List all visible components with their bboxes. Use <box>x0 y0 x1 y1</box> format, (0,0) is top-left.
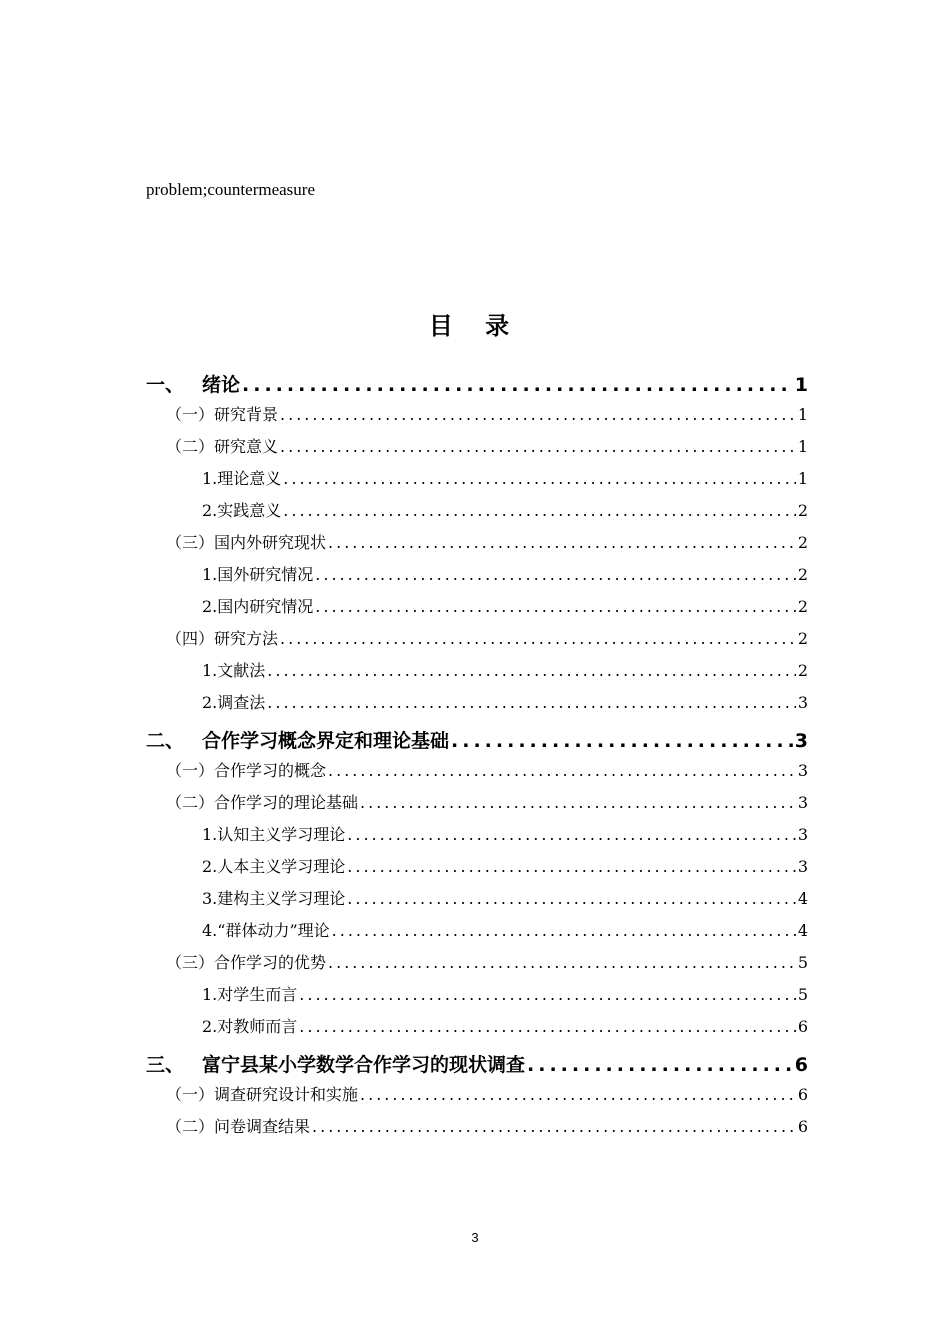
toc-page-number: 3 <box>797 825 808 844</box>
toc-entry-label: 2.对教师而言 <box>202 1017 298 1036</box>
toc-title: 目 录 <box>428 312 522 340</box>
toc-entry[interactable] <box>146 722 808 758</box>
toc-entry-label: （三）合作学习的优势 <box>166 953 327 972</box>
toc-chapter-number: 二、 <box>146 730 185 752</box>
toc-entry-label: 2.国内研究情况 <box>202 597 314 616</box>
toc-page-number: 6 <box>797 1117 808 1136</box>
toc-chapter-title: 富宁县某小学数学合作学习的现状调查 <box>202 1054 526 1076</box>
toc-entry-label: 1.认知主义学习理论 <box>202 825 346 844</box>
toc-entry[interactable] <box>146 1082 808 1114</box>
toc-leader-dots <box>328 953 796 972</box>
toc-chapter-number: 三、 <box>146 1054 185 1076</box>
toc-entry-label <box>146 1050 525 1077</box>
toc-entry-label: 1.对学生而言 <box>202 985 298 1004</box>
keywords-line: problem;countermeasure <box>146 180 315 199</box>
toc-entry[interactable] <box>146 402 808 434</box>
toc-leader-dots <box>283 501 796 520</box>
toc-entry-label: 4.“群体动力”理论 <box>202 921 330 940</box>
toc-page-number: 3 <box>797 693 808 712</box>
toc-entry[interactable] <box>146 822 808 854</box>
toc-entry[interactable] <box>146 854 808 886</box>
toc-page-number: 2 <box>797 501 808 520</box>
toc-chapter-number: 一、 <box>146 374 185 396</box>
toc-entry[interactable] <box>146 498 808 530</box>
toc-entry-label: （三）国内外研究现状 <box>166 533 327 552</box>
toc-leader-dots <box>267 693 796 712</box>
toc-chapter-title: 绪论 <box>202 374 241 396</box>
toc-leader-dots <box>283 469 796 488</box>
toc-page-number: 1 <box>794 374 808 396</box>
toc-leader-dots <box>242 374 793 396</box>
toc-page-number: 4 <box>797 921 808 940</box>
toc-entry[interactable] <box>146 886 808 918</box>
toc-entry[interactable] <box>146 530 808 562</box>
toc-leader-dots <box>328 761 796 780</box>
toc-entry-label: 1.国外研究情况 <box>202 565 314 584</box>
page-number: 3 <box>471 1230 479 1245</box>
toc-entry-label <box>146 370 240 397</box>
toc-entry[interactable] <box>146 950 808 982</box>
toc-leader-dots <box>280 405 796 424</box>
table-of-contents <box>146 366 808 1146</box>
toc-leader-dots <box>360 1085 796 1104</box>
toc-entry-label: （二）问卷调查结果 <box>166 1117 311 1136</box>
toc-leader-dots <box>312 1117 796 1136</box>
toc-page-number: 4 <box>797 889 808 908</box>
toc-entry-label: （一）调查研究设计和实施 <box>166 1085 359 1104</box>
toc-entry[interactable] <box>146 982 808 1014</box>
toc-page-number: 1 <box>797 469 808 488</box>
toc-page-number: 2 <box>797 629 808 648</box>
toc-page-number: 2 <box>797 597 808 616</box>
toc-entry[interactable] <box>146 790 808 822</box>
toc-entry-label: （二）研究意义 <box>166 437 279 456</box>
toc-page-number: 5 <box>797 953 808 972</box>
toc-leader-dots <box>527 1054 793 1076</box>
toc-page-number: 6 <box>797 1085 808 1104</box>
toc-entry[interactable] <box>146 758 808 790</box>
toc-leader-dots <box>280 629 796 648</box>
toc-entry-label: 1.理论意义 <box>202 469 282 488</box>
toc-entry[interactable] <box>146 1046 808 1082</box>
toc-page-number: 3 <box>797 793 808 812</box>
toc-page-number: 2 <box>797 533 808 552</box>
toc-page-number: 3 <box>797 761 808 780</box>
toc-entry[interactable] <box>146 690 808 722</box>
toc-page-number: 3 <box>794 730 808 752</box>
toc-entry-label: （一）研究背景 <box>166 405 279 424</box>
toc-entry-label: （一）合作学习的概念 <box>166 761 327 780</box>
toc-leader-dots <box>267 661 796 680</box>
toc-entry[interactable] <box>146 466 808 498</box>
toc-leader-dots <box>347 889 796 908</box>
toc-page-number: 5 <box>797 985 808 1004</box>
toc-entry-label: （四）研究方法 <box>166 629 279 648</box>
toc-leader-dots <box>280 437 796 456</box>
toc-entry[interactable] <box>146 594 808 626</box>
toc-chapter-title: 合作学习概念界定和理论基础 <box>202 730 450 752</box>
toc-page-number: 1 <box>797 405 808 424</box>
toc-entry[interactable] <box>146 626 808 658</box>
toc-entry[interactable] <box>146 434 808 466</box>
toc-page-number: 2 <box>797 565 808 584</box>
toc-entry[interactable] <box>146 918 808 950</box>
toc-page-number: 2 <box>797 661 808 680</box>
toc-page-number: 6 <box>794 1054 808 1076</box>
toc-entry[interactable] <box>146 366 808 402</box>
toc-page-number: 1 <box>797 437 808 456</box>
toc-leader-dots <box>451 730 793 752</box>
toc-entry[interactable] <box>146 1014 808 1046</box>
toc-page-number: 3 <box>797 857 808 876</box>
toc-entry-label: （二）合作学习的理论基础 <box>166 793 359 812</box>
toc-leader-dots <box>315 565 796 584</box>
toc-entry[interactable] <box>146 1114 808 1146</box>
toc-leader-dots <box>315 597 796 616</box>
toc-entry-label: 1.文献法 <box>202 661 266 680</box>
toc-leader-dots <box>328 533 796 552</box>
toc-entry[interactable] <box>146 658 808 690</box>
toc-leader-dots <box>347 857 796 876</box>
toc-entry-label: 2.调查法 <box>202 693 266 712</box>
toc-entry[interactable] <box>146 562 808 594</box>
toc-entry-label: 2.人本主义学习理论 <box>202 857 346 876</box>
toc-page-number: 6 <box>797 1017 808 1036</box>
toc-leader-dots <box>347 825 796 844</box>
toc-entry-label <box>146 726 449 753</box>
toc-leader-dots <box>299 985 796 1004</box>
toc-leader-dots <box>332 921 796 940</box>
toc-entry-label: 3.建构主义学习理论 <box>202 889 346 908</box>
toc-leader-dots <box>360 793 796 812</box>
toc-leader-dots <box>299 1017 796 1036</box>
toc-entry-label: 2.实践意义 <box>202 501 282 520</box>
